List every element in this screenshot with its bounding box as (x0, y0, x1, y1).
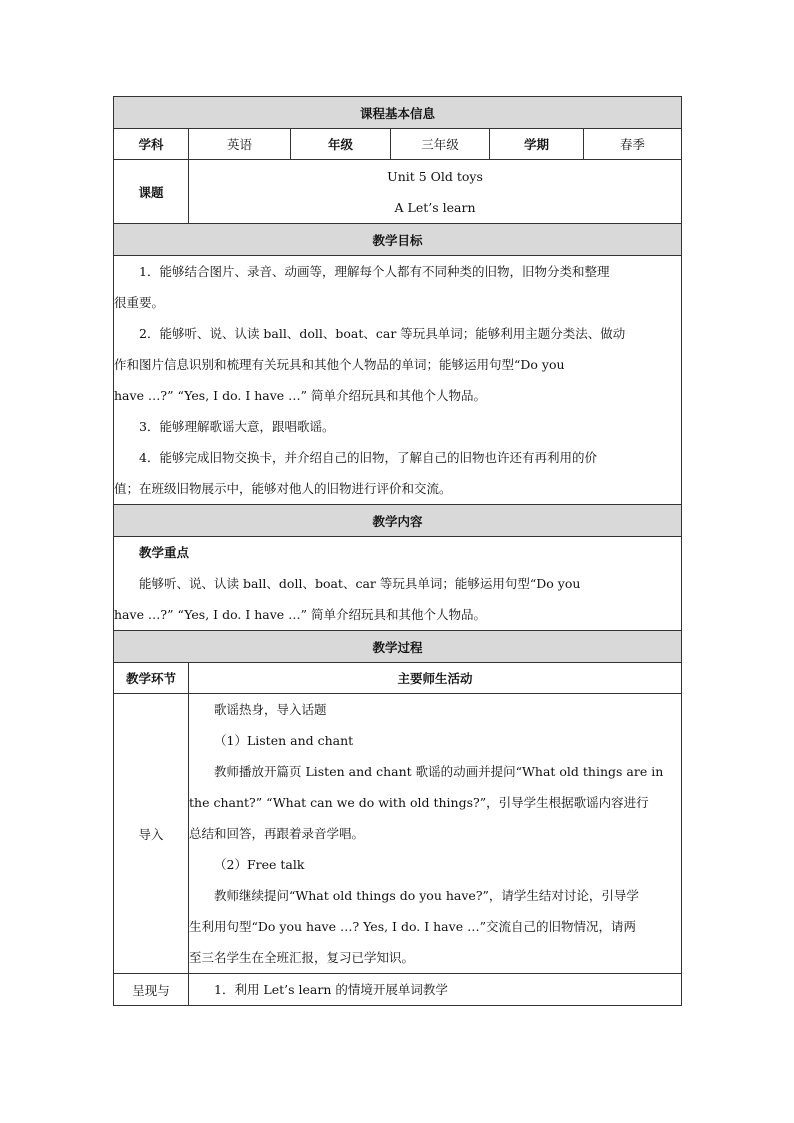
term-label: 学期 (490, 129, 584, 160)
activity-line: 生利用句型“Do you have …? Yes, I do. I have …”交流自己的旧物情况，请两 (189, 919, 636, 934)
activity-line: the chant?” “What can we do with old things?”，引导学生根据歌谣内容进行 (189, 795, 649, 810)
focus-title: 教学重点 (139, 545, 190, 560)
content-body (114, 537, 682, 631)
col-stage-header: 教学环节 (114, 663, 189, 694)
col-activity-header: 主要师生活动 (189, 663, 682, 694)
objectives-header: 教学目标 (114, 224, 682, 256)
stage-present: 呈现与 (114, 974, 189, 1006)
content-header: 教学内容 (114, 505, 682, 537)
activity-line: （1）Listen and chant (214, 733, 354, 748)
objective-line: 很重要。 (114, 295, 165, 310)
basic-info-header: 课程基本信息 (114, 97, 682, 129)
activity-line: 教师继续提问“What old things do you have?”，请学生结对讨论，引导学 (214, 888, 639, 903)
objective-line: 4．能够完成旧物交换卡，并介绍自己的旧物，了解自己的旧物也许还有再利用的价 (139, 450, 597, 465)
activity-line: 1．利用 Let’s learn 的情境开展单词教学 (214, 982, 448, 997)
activity-line: 总结和回答，再跟着录音学唱。 (189, 826, 365, 841)
objective-line: 1．能够结合图片、录音、动画等，理解每个人都有不同种类的旧物，旧物分类和整理 (139, 264, 610, 279)
subject-value: 英语 (189, 129, 291, 160)
objective-line: 3．能够理解歌谣大意，跟唱歌谣。 (139, 419, 335, 434)
topic-label: 课题 (114, 160, 189, 224)
objective-line: have …?” “Yes, I do. I have …” 简单介绍玩具和其他个人物品。 (114, 388, 487, 403)
activity-line: 至三名学生在全班汇报，复习已学知识。 (189, 950, 415, 965)
topic-line-1: Unit 5 Old toys (387, 168, 483, 184)
term-value: 春季 (584, 129, 682, 160)
activity-line: （2）Free talk (214, 857, 305, 872)
subject-label: 学科 (114, 129, 189, 160)
objectives-body (114, 256, 682, 505)
grade-label: 年级 (291, 129, 391, 160)
stage-intro: 导入 (114, 694, 189, 974)
topic-line-2: A Let’s learn (394, 199, 476, 215)
intro-activities (189, 694, 682, 974)
focus-line: have …?” “Yes, I do. I have …” 简单介绍玩具和其他个人物品。 (114, 607, 487, 622)
present-activities (189, 974, 682, 1006)
process-header: 教学过程 (114, 631, 682, 663)
objective-line: 作和图片信息识别和梳理有关玩具和其他个人物品的单词；能够运用句型“Do you (114, 357, 565, 372)
objective-line: 值；在班级旧物展示中，能够对他人的旧物进行评价和交流。 (114, 481, 452, 496)
focus-line: 能够听、说、认读 ball、doll、boat、car 等玩具单词；能够运用句型“Do you (139, 576, 581, 591)
grade-value: 三年级 (391, 129, 490, 160)
objective-line: 2．能够听、说、认读 ball、doll、boat、car 等玩具单词；能够利用主题分类法、做动 (139, 326, 626, 341)
activity-line: 教师播放开篇页 Listen and chant 歌谣的动画并提问“What old things are in (214, 764, 664, 779)
lesson-plan-table (113, 96, 682, 1006)
topic-value (189, 160, 682, 224)
activity-line: 歌谣热身，导入话题 (214, 702, 327, 717)
